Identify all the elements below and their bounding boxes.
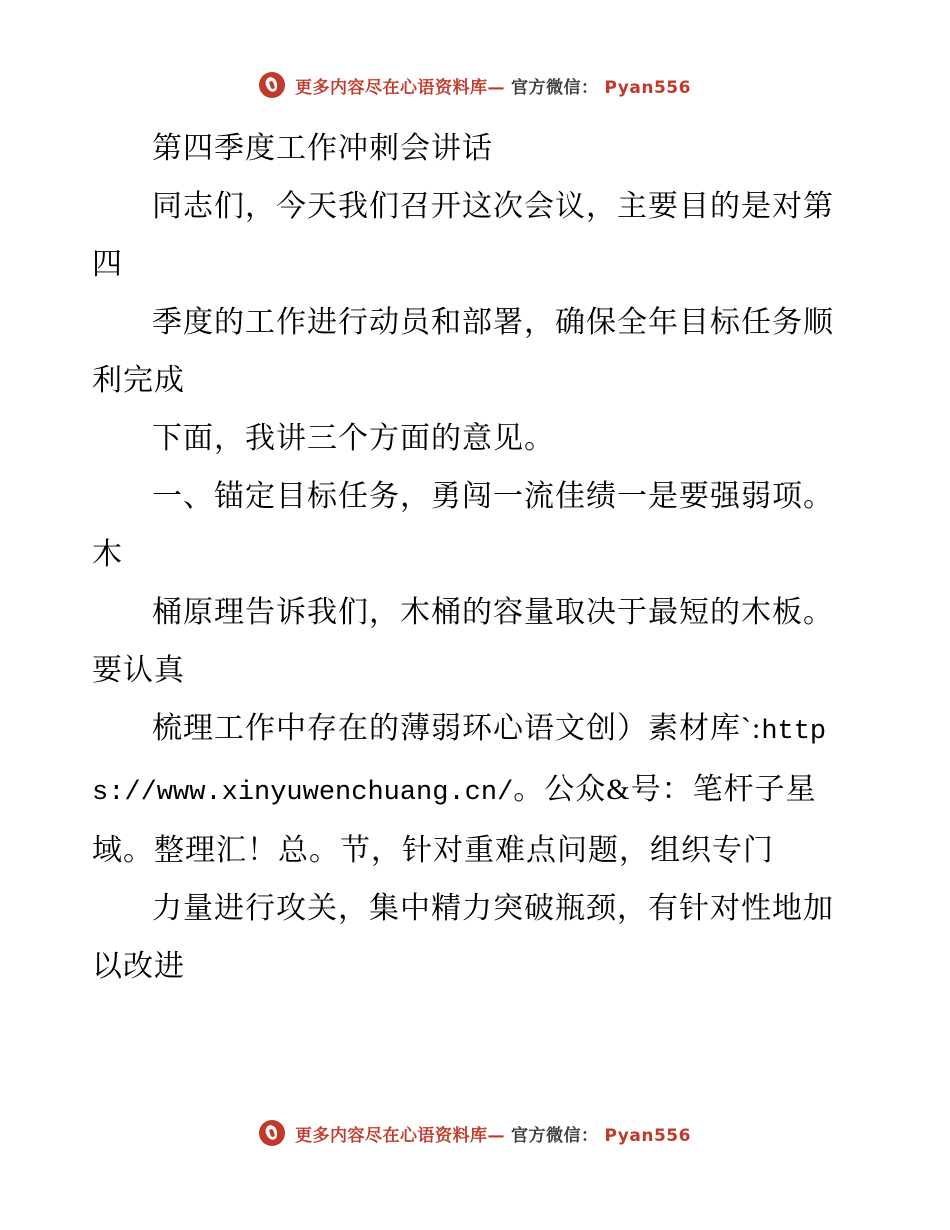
paragraph-4: 一、锚定目标任务，勇闯一流佳绩一是要强弱项。木	[92, 480, 834, 571]
watermark-top-label: 官方微信：	[511, 77, 599, 98]
watermark-bottom-main: 更多内容尽在心语资料库—	[295, 1125, 506, 1146]
source-url: https://www.xinyuwenchuang.cn/	[92, 717, 827, 808]
watermark-top	[0, 72, 950, 98]
paragraph-6-part-a: 梳理工作中存在的薄弱环心语文创）素材库`:	[152, 712, 762, 745]
watermark-top-text	[295, 73, 691, 98]
paragraph-7: 力量进行攻关，集中精力突破瓶颈，有针对性地加以改进	[92, 892, 834, 983]
watermark-bottom-id: Pyan556	[604, 1125, 691, 1146]
paragraph-5: 桶原理告诉我们，木桶的容量取决于最短的木板。要认真	[92, 596, 834, 687]
watermark-bottom-text	[295, 1121, 691, 1146]
watermark-top-main: 更多内容尽在心语资料库—	[295, 77, 506, 98]
paragraph-1: 同志们，今天我们召开这次会议，主要目的是对第四	[92, 190, 834, 281]
document-text-body	[92, 120, 860, 996]
paragraph-2: 季度的工作进行动员和部署，确保全年目标任务顺利完成	[92, 306, 834, 397]
seal-icon	[259, 72, 285, 98]
seal-icon	[259, 1120, 285, 1146]
paragraph-3: 下面，我讲三个方面的意见。	[152, 422, 555, 455]
watermark-bottom-label: 官方微信：	[511, 1125, 599, 1146]
paragraph-6	[92, 700, 860, 880]
watermark-top-id: Pyan556	[604, 77, 691, 98]
paragraph-6-part-c: 。公众&号：笔杆子星域。整理汇！总。节，针对重难点问题，组织专门	[92, 773, 817, 867]
document-title: 第四季度工作冲刺会讲话	[152, 132, 493, 165]
watermark-bottom	[0, 1120, 950, 1146]
